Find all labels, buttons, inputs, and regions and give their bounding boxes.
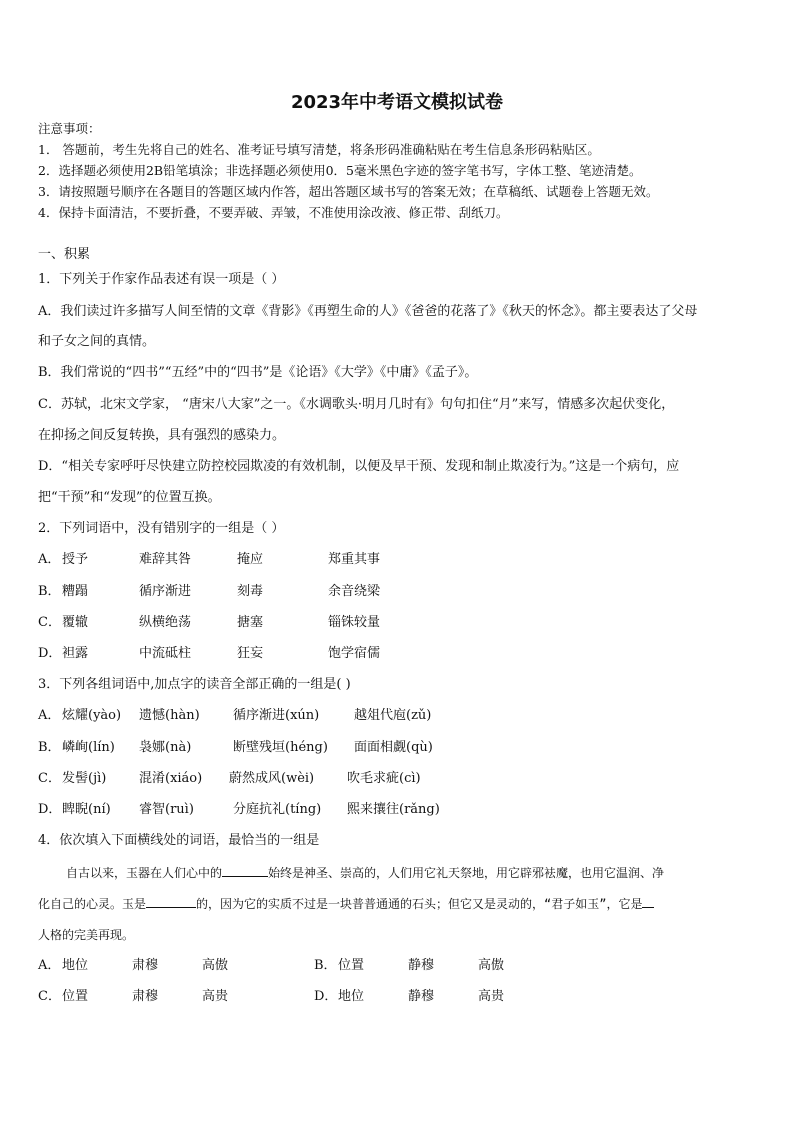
q3-word: 遗憾(hàn) [139,708,200,723]
q1-option-a-line1: A．我们读过许多描写人间至情的文章《背影》《再塑生命的人》《爸爸的花落了》《秋天的怀念》。都主要表达了父母 [38,304,698,319]
q3-word: 睥睨(ní) [62,802,111,817]
q2-word: 锱铢较量 [328,615,381,630]
q3-word: 循序渐进(xún) [233,708,320,723]
q1-option-c-line2: 在抑扬之间反复转换，具有强烈的感染力。 [38,428,286,443]
q2-option-label: B． [38,584,61,599]
q3-word: 炫耀(yào) [62,708,122,723]
fill-blank-2 [146,894,196,908]
q3-option-label: A． [38,708,61,723]
q1-stem: 1．下列关于作家作品表述有误一项是（ ） [38,272,285,287]
q3-word: 吹毛求疵(cì) [347,771,421,786]
q1-option-c-line1: C．苏轼，北宋文学家， “唐宋八大家”之一。《水调歌头·明月几时有》句句扣住“月”来写，情感多次起伏变化， [38,397,675,412]
q4-word: 高傲 [202,958,229,973]
q4-word: 肃穆 [132,989,159,1004]
q4-word: 肃穆 [132,958,159,973]
q2-word: 授予 [62,552,89,567]
q2-word: 掩应 [237,552,264,567]
q2-word: 搪塞 [237,615,264,630]
q4-option-label: D． [314,989,338,1004]
q2-word: 余音绕梁 [328,584,381,599]
notice-item-2: 2．选择题必须使用2B铅笔填涂；非选择题必须使用0．5毫米黑色字迹的签字笔书写，字体工整、笔迹清楚。 [38,163,642,178]
notice-item-3: 3．请按照题号顺序在各题目的答题区域内作答，超出答题区域书写的答案无效；在草稿纸、试题卷上答题无效。 [38,184,659,199]
notice-item-1: 1． 答题前，考生先将自己的姓名、准考证号填写清楚，将条形码准确粘贴在考生信息条形码粘贴区。 [38,142,600,157]
q2-word: 中流砥柱 [139,646,192,661]
q4-option-label: C． [38,989,61,1004]
q4-stem: 4．依次填入下面横线处的词语，最恰当的一组是 [38,833,320,848]
q2-word: 袒露 [62,646,89,661]
fill-blank-3 [642,894,654,908]
q2-word: 覆辙 [62,615,89,630]
q1-option-d-line2: 把“干预”和“发现”的位置互换。 [38,490,221,505]
q4-passage-line1 [66,863,664,882]
q3-option-label: B． [38,740,61,755]
q4-option-label: A． [38,958,61,973]
notice-item-4: 4．保持卡面清洁，不要折叠，不要弄破、弄皱，不准使用涂改液、修正带、刮纸刀。 [38,205,509,220]
q2-option-label: D． [38,646,62,661]
exam-title: 2023年中考语文模拟试卷 [290,92,504,113]
q4-passage-text: 自古以来，玉器在人们心中的 [66,866,223,880]
q2-word: 纵横绝荡 [139,615,192,630]
q4-option-label: B． [314,958,337,973]
q4-passage-text: 始终是神圣、崇高的，人们用它礼天祭地，用它辟邪袪魔，也用它温润、净 [268,866,665,880]
q2-word: 糟蹋 [62,584,89,599]
q1-option-a-line2: 和子女之间的真情。 [38,334,156,349]
q2-stem: 2．下列词语中，没有错别字的一组是（ ） [38,521,285,536]
q4-word: 高贵 [478,989,505,1004]
q4-word: 地位 [338,989,365,1004]
q3-option-label: D． [38,802,62,817]
q3-word: 发髻(jì) [62,771,107,786]
q3-word: 混淆(xiáo) [139,771,203,786]
q2-word: 饱学宿儒 [328,646,381,661]
q4-word: 高傲 [478,958,505,973]
q3-word: 袅娜(nà) [139,740,192,755]
q3-word: 断壁残垣(héng) [233,740,328,755]
q4-passage-text: 的，因为它的实质不过是一块普普通通的石头；但它又是灵动的，“君子如玉”，它是 [196,897,643,911]
q2-word: 循序渐进 [139,584,192,599]
q4-word: 位置 [62,989,89,1004]
q4-passage-line3: 人格的完美再现。 [38,928,135,942]
q3-option-label: C． [38,771,61,786]
q3-word: 熙来攘往(rǎng) [347,802,440,817]
q2-word: 难辞其咎 [139,552,192,567]
q1-option-b: B．我们常说的“四书”“五经”中的“四书”是《论语》《大学》《中庸》《孟子》。 [38,365,478,380]
q3-word: 面面相觑(qù) [354,740,433,755]
notice-heading: 注意事项： [38,121,101,136]
q3-word: 分庭抗礼(tíng) [233,802,322,817]
q4-word: 静穆 [408,989,435,1004]
section-heading: 一、积累 [38,247,91,262]
q3-word: 越俎代庖(zǔ) [354,708,432,723]
q4-word: 静穆 [408,958,435,973]
q3-word: 睿智(ruì) [139,802,194,817]
q3-word: 嶙峋(lín) [62,740,115,755]
q4-word: 位置 [338,958,365,973]
q3-word: 蔚然成风(wèi) [229,771,315,786]
q4-passage-text: 化自己的心灵。玉是 [38,897,147,911]
q1-option-d-line1: D．“相关专家呼吁尽快建立防控校园欺凌的有效机制，以便及早干预、发现和制止欺凌行为。”这是一个病句，应 [38,459,680,474]
q2-option-label: A． [38,552,61,567]
q3-stem: 3．下列各组词语中,加点字的读音全部正确的一组是( ) [38,677,351,692]
q2-word: 狂妄 [237,646,264,661]
fill-blank-1 [222,863,268,877]
q4-passage-line2 [38,894,654,913]
q2-option-label: C． [38,615,61,630]
q2-word: 刻毒 [237,584,264,599]
q4-word: 地位 [62,958,89,973]
q2-word: 郑重其事 [328,552,381,567]
q4-word: 高贵 [202,989,229,1004]
